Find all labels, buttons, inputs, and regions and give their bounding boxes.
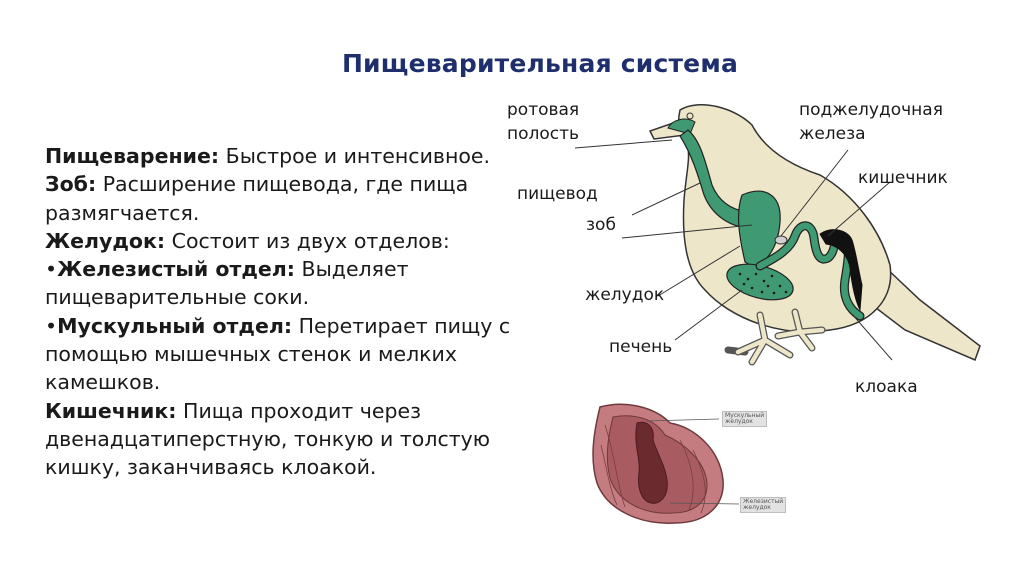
term-glandular: Железистый отдел: [57,257,295,282]
label-crop: зоб [586,215,616,235]
term-stomach: Желудок: [45,228,166,253]
tag-glandular-stomach [740,497,786,513]
label-mouth-line1: ротовая [507,100,580,120]
body-text [45,142,535,482]
text-glandular: Выделяет пищеварительные соки. [45,257,409,310]
term-intestine: Кишечник: [45,398,177,423]
paragraph-digestion [45,142,535,170]
paragraph-stomach [45,227,535,255]
label-pancreas-line1: поджелудочная [799,100,943,120]
text-intestine: Пища проходит через двенадцатиперстную, тонкую и толстую кишку, заканчиваясь клоакой. [45,398,491,480]
tag-muscular-line2: желудок [725,418,753,425]
paragraph-muscular [45,312,535,397]
label-stomach: желудок [585,285,665,305]
label-esophagus: пищевод [517,184,598,204]
text-digestion: Быстрое и интенсивное. [219,144,491,168]
paragraph-glandular [45,255,535,312]
tag-muscular-stomach [722,411,767,427]
label-mouth-line2: полость [507,124,580,144]
slide-title: Пищеварительная система [341,49,739,78]
tag-glandular-line2: желудок [743,504,771,511]
pancreas [775,236,787,244]
paragraph-intestine [45,397,535,482]
text-stomach: Состоит из двух отделов: [165,228,450,253]
bird-eye [687,113,693,119]
paragraph-crop [45,170,535,227]
label-intestine: кишечник [858,168,948,188]
label-liver: печень [609,337,673,357]
label-cloaca: клоака [855,377,918,397]
label-mouth-cavity [507,98,579,146]
bullet: • [45,313,58,338]
term-digestion: Пищеварение: [45,144,220,168]
tag-muscular-line1: Мускульный [725,412,765,419]
term-crop: Зоб: [45,172,97,197]
tag-glandular-line1: Железистый [743,498,784,505]
label-pancreas [799,98,943,146]
bullet: • [45,257,58,282]
text-crop: Расширение пищевода, где пища размягчается. [45,172,469,225]
term-muscular: Мускульный отдел: [57,313,293,338]
label-pancreas-line2: железа [799,124,866,144]
text-muscular: Перетирает пищу с помощью мышечных стенок и мелких камешков. [45,313,511,395]
